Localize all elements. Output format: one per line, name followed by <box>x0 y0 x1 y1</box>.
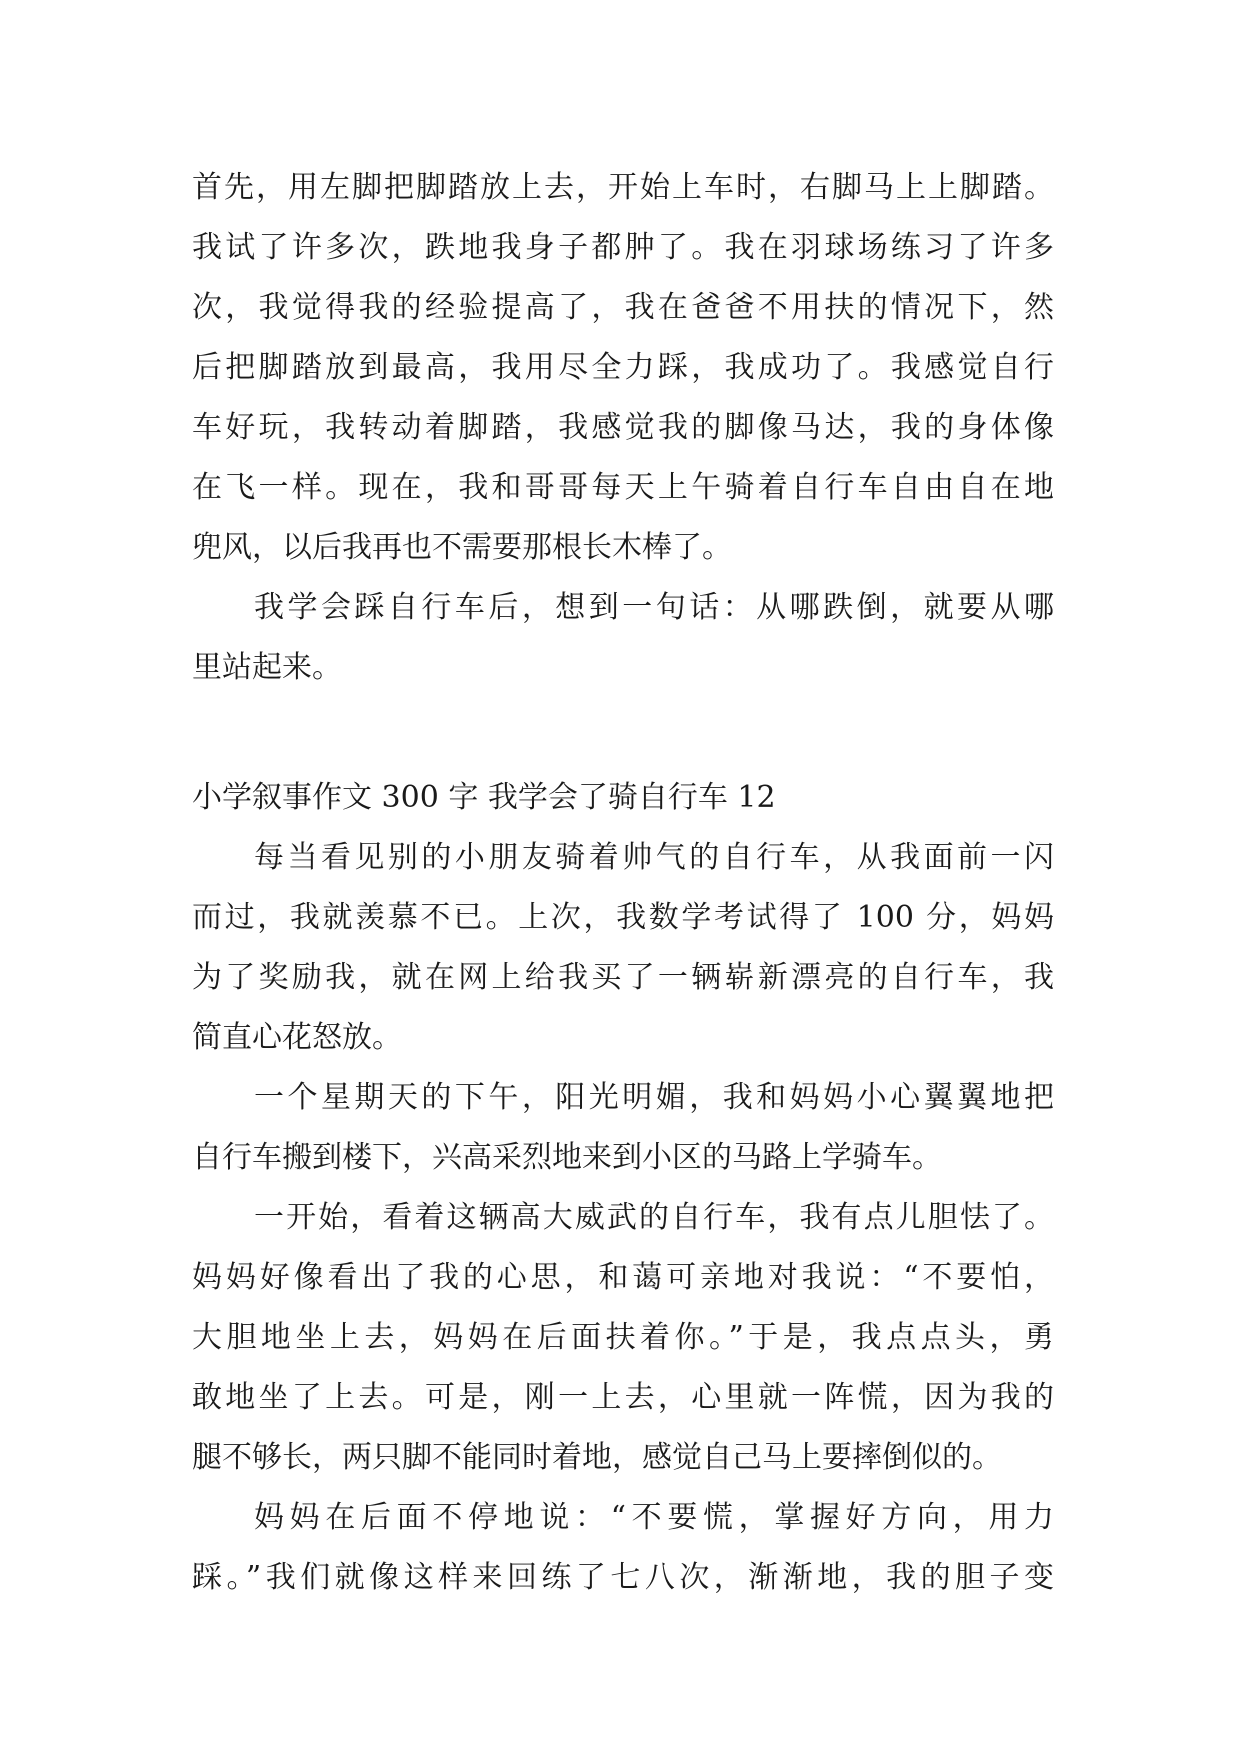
text-line: 妈妈在后面不停地说：“不要慌，掌握好方向，用力 <box>254 1500 1054 1535</box>
paragraph-4 <box>192 1488 1054 1608</box>
paragraph-conclusion <box>192 578 1054 698</box>
text-line: 妈妈好像看出了我的心思，和蔼可亲地对我说：“不要怕， <box>192 1260 1054 1295</box>
document-page <box>192 158 1054 1608</box>
text-line: 一个星期天的下午，阳光明媚，我和妈妈小心翼翼地把 <box>254 1080 1054 1115</box>
text-line: 里站起来。 <box>192 650 342 685</box>
text-line: 简直心花怒放。 <box>192 1020 402 1055</box>
text-line: 踩。”我们就像这样来回练了七八次，渐渐地，我的胆子变 <box>192 1560 1054 1595</box>
paragraph-2 <box>192 1068 1054 1188</box>
text-line: 车好玩，我转动着脚踏，我感觉我的脚像马达，我的身体像 <box>192 410 1054 445</box>
text-line: 我试了许多次，跌地我身子都肿了。我在羽球场练习了许多 <box>192 230 1054 265</box>
paragraph-1 <box>192 828 1054 1068</box>
text-line: 大胆地坐上去，妈妈在后面扶着你。”于是，我点点头，勇 <box>192 1320 1054 1355</box>
paragraph-continued <box>192 158 1054 578</box>
text-line: 而过，我就羡慕不已。上次，我数学考试得了 100 分，妈妈 <box>192 900 1054 935</box>
paragraph-3 <box>192 1188 1054 1488</box>
text-line: 在飞一样。现在，我和哥哥每天上午骑着自行车自由自在地 <box>192 470 1054 505</box>
text-line: 兜风，以后我再也不需要那根长木棒了。 <box>192 530 732 565</box>
text-line: 首先，用左脚把脚踏放上去，开始上车时，右脚马上上脚踏。 <box>192 170 1054 205</box>
text-line: 为了奖励我，就在网上给我买了一辆崭新漂亮的自行车，我 <box>192 960 1054 995</box>
text-line: 自行车搬到楼下，兴高采烈地来到小区的马路上学骑车。 <box>192 1140 942 1175</box>
text-line: 敢地坐了上去。可是，刚一上去，心里就一阵慌，因为我的 <box>192 1380 1054 1415</box>
text-line: 每当看见别的小朋友骑着帅气的自行车，从我面前一闪 <box>254 840 1054 875</box>
article-title: 小学叙事作文 300 字 我学会了骑自行车 12 <box>192 780 776 815</box>
text-line: 我学会踩自行车后，想到一句话：从哪跌倒，就要从哪 <box>254 590 1054 625</box>
text-line: 次，我觉得我的经验提高了，我在爸爸不用扶的情况下，然 <box>192 290 1054 325</box>
text-line: 一开始，看着这辆高大威武的自行车，我有点儿胆怯了。 <box>254 1200 1054 1235</box>
text-line: 后把脚踏放到最高，我用尽全力踩，我成功了。我感觉自行 <box>192 350 1054 385</box>
text-line: 腿不够长，两只脚不能同时着地，感觉自己马上要摔倒似的。 <box>192 1440 1002 1475</box>
section-gap <box>192 698 1054 768</box>
